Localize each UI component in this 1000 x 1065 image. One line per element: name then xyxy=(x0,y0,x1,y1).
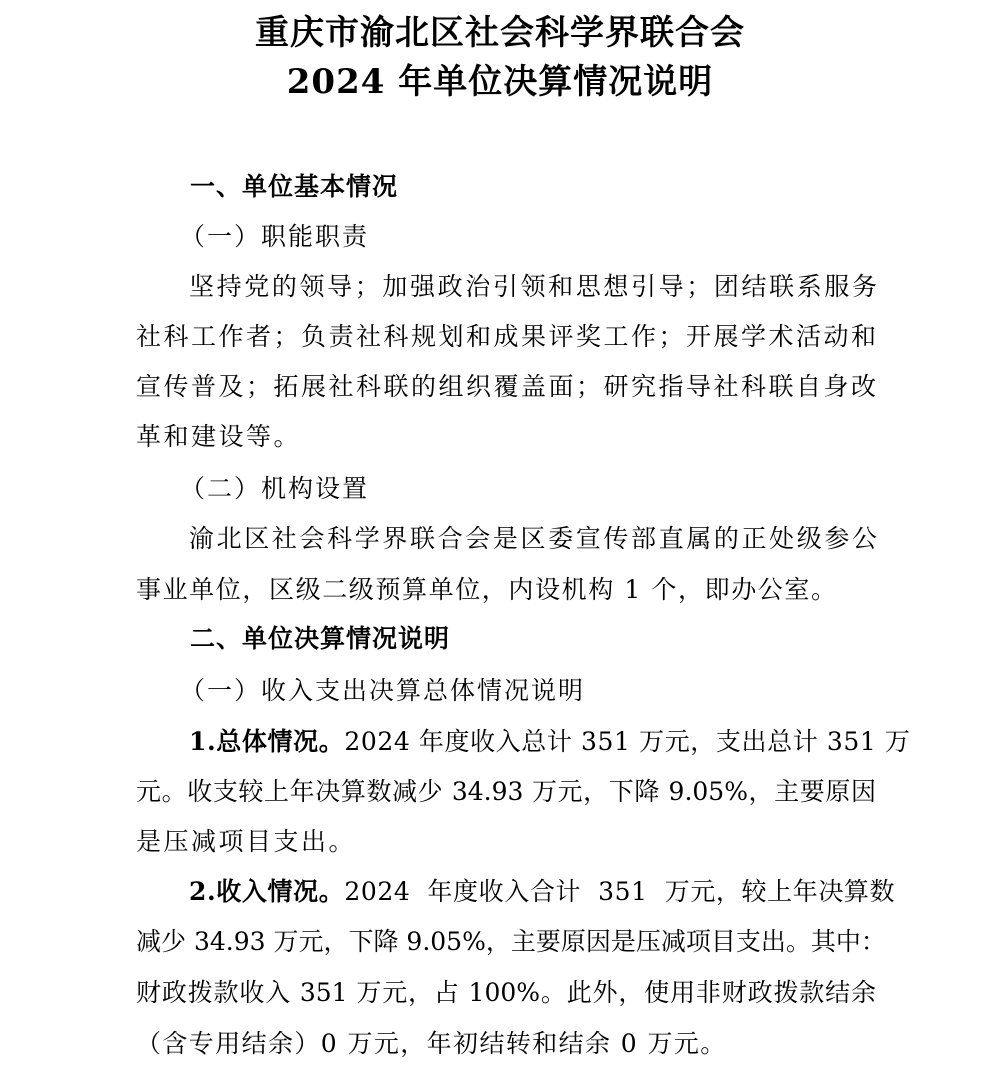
paragraph-lead-overall: 1.总体情况。 xyxy=(189,727,345,756)
document-title-line-1: 重庆市渝北区社会科学界联合会 xyxy=(255,13,745,53)
paragraph-line: 财政拨款收入 351 万元，占 100%。此外，使用非财政拨款结余 xyxy=(136,978,876,1007)
paragraph-line: 社科工作者；负责社科规划和成果评奖工作；开展学术活动和 xyxy=(136,322,876,351)
document-title-line-2: 2024 年单位决算情况说明 xyxy=(286,62,714,102)
paragraph-line: 事业单位，区级二级预算单位，内设机构 1 个，即办公室。 xyxy=(136,575,838,604)
paragraph-line: 宣传普及；拓展社科联的组织覆盖面；研究指导社科联自身改 xyxy=(136,372,876,401)
paragraph-line: 元。收支较上年决算数减少 34.93 万元，下降 9.05%，主要原因 xyxy=(136,777,876,806)
paragraph-line: 减少 34.93 万元，下降 9.05%，主要原因是压减项目支出。其中： xyxy=(136,927,886,956)
subsection-heading-functions: （一）职能职责 xyxy=(180,222,370,251)
section-heading-budget-report: 二、单位决算情况说明 xyxy=(190,624,451,653)
paragraph-lead-income: 2.收入情况。 xyxy=(189,877,345,906)
subsection-heading-income-expense-overview: （一）收入支出决算总体情况说明 xyxy=(180,676,586,705)
paragraph-line: 渝北区社会科学界联合会是区委宣传部直属的正处级参公 xyxy=(189,524,877,553)
paragraph-line: 坚持党的领导；加强政治引领和思想引导；团结联系服务 xyxy=(189,272,877,301)
paragraph-text: 2024 年度收入总计 351 万元，支出总计 351 万 xyxy=(344,727,911,756)
subsection-heading-organization: （二）机构设置 xyxy=(180,474,370,503)
paragraph-line: （含专用结余）0 万元，年初结转和结余 0 万元。 xyxy=(136,1029,727,1058)
paragraph-line: 革和建设等。 xyxy=(136,422,302,451)
paragraph-line xyxy=(189,875,895,909)
paragraph-line: 是压减项目支出。 xyxy=(136,827,357,856)
section-heading-basic-info: 一、单位基本情况 xyxy=(190,172,399,201)
paragraph-text: 2024 年度收入合计 351 万元，较上年决算数 xyxy=(344,877,896,906)
paragraph-line xyxy=(189,725,911,759)
